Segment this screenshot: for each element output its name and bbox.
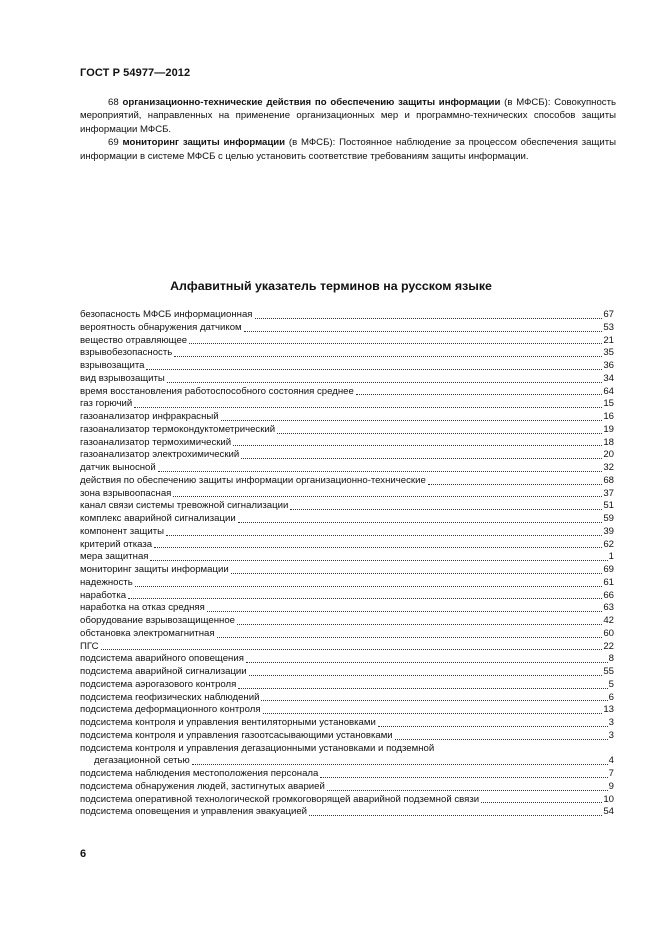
definition-number: 68 — [108, 97, 119, 108]
index-page-ref: 66 — [603, 589, 614, 601]
index-entry — [80, 551, 614, 564]
index-page-ref: 15 — [603, 398, 614, 410]
index-entry — [80, 641, 614, 654]
index-term: подсистема геофизических наблюдений — [80, 691, 260, 703]
index-page-ref: 6 — [608, 691, 614, 703]
dot-leader — [241, 457, 602, 459]
index-page-ref: 8 — [608, 653, 614, 665]
index-entry — [80, 437, 614, 450]
index-entry — [80, 500, 614, 513]
definition-term: мониторинг защиты информации — [122, 137, 286, 149]
index-term: подсистема контроля и управления газоотсасывающими установками — [80, 729, 393, 741]
index-term: наработка — [80, 589, 127, 601]
index-entry — [80, 424, 614, 437]
index-page-ref: 10 — [603, 793, 614, 805]
index-term: вероятность обнаружения датчиком — [80, 321, 242, 333]
index-term: взрывобезопасность — [80, 347, 173, 359]
index-term: канал связи системы тревожной сигнализации — [80, 500, 289, 512]
index-term: газоанализатор электрохимический — [80, 449, 240, 461]
dot-leader — [255, 317, 603, 319]
index-page-ref: 32 — [603, 462, 614, 473]
index-page-ref: 19 — [603, 423, 614, 435]
index-page-ref: 3 — [608, 717, 614, 728]
index-page-ref: 36 — [603, 360, 614, 371]
index-term: компонент защиты — [80, 525, 165, 537]
index-page-ref: 68 — [603, 474, 614, 486]
dot-leader — [192, 763, 608, 765]
index-page-ref: 59 — [603, 513, 614, 524]
index-entry — [80, 653, 614, 666]
index-entry — [80, 475, 614, 488]
index-term: надежность — [80, 576, 133, 588]
dot-leader — [207, 610, 603, 612]
index-entry — [80, 373, 614, 386]
index-entry — [80, 309, 614, 322]
index-term: взрывозащита — [80, 360, 145, 371]
index-entry — [80, 679, 614, 692]
index-entry — [80, 347, 614, 360]
index-page-ref: 21 — [603, 334, 614, 346]
index-term: газ горючий — [80, 398, 133, 410]
dot-leader — [154, 546, 602, 548]
dot-leader — [481, 801, 602, 803]
index-entry — [80, 781, 614, 794]
dot-leader — [238, 521, 603, 523]
index-page-ref: 69 — [603, 564, 614, 575]
index-page-ref: 3 — [608, 729, 614, 741]
dot-leader — [150, 559, 607, 561]
dot-leader — [166, 534, 602, 536]
index-page-ref: 51 — [603, 500, 614, 512]
dot-leader — [135, 585, 603, 587]
index-entry-continuation — [80, 755, 614, 768]
index-page-ref: 63 — [603, 602, 614, 614]
index-term: оборудование взрывозащищенное — [80, 615, 235, 626]
index-term: подсистема оперативной технологической громкоговорящей аварийной подземной связи — [80, 793, 480, 805]
index-page-ref: 35 — [603, 347, 614, 359]
dot-leader — [428, 483, 603, 485]
index-entry — [80, 539, 614, 552]
index-entry — [80, 628, 614, 641]
dot-leader — [246, 661, 608, 663]
index-page-ref: 7 — [608, 768, 614, 779]
index-entry — [80, 717, 614, 730]
term-index-list — [80, 309, 614, 819]
index-entry — [80, 666, 614, 679]
index-entry — [80, 794, 614, 807]
dot-leader — [263, 712, 603, 714]
index-term: подсистема наблюдения местоположения персонала — [80, 768, 319, 779]
definition-number: 69 — [108, 137, 119, 149]
index-entry — [80, 462, 614, 475]
dot-leader — [146, 368, 602, 370]
standard-code-header: ГОСТ Р 54977—2012 — [80, 67, 191, 79]
index-entry — [80, 398, 614, 411]
index-term: подсистема обнаружения людей, застигнутых аварией — [80, 780, 325, 792]
index-title: Алфавитный указатель терминов на русском языке — [170, 279, 492, 293]
index-term: действия по обеспечению защиты информации организационно-технические — [80, 474, 426, 486]
index-page-ref: 64 — [603, 385, 614, 397]
index-page-ref: 39 — [603, 525, 614, 537]
index-entry — [80, 577, 614, 590]
index-term: время восстановления работоспособного состояния среднее — [80, 385, 354, 397]
index-entry — [80, 526, 614, 539]
index-entry — [80, 590, 614, 603]
index-entry — [80, 488, 614, 501]
dot-leader — [128, 597, 602, 599]
index-entry — [80, 692, 614, 705]
dot-leader — [249, 674, 603, 676]
definition-69 — [80, 136, 616, 163]
index-page-ref: 37 — [603, 487, 614, 499]
index-entry — [80, 743, 614, 756]
index-term: подсистема оповещения и управления эвакуацией — [80, 806, 308, 818]
index-entry — [80, 806, 614, 819]
index-page-ref: 1 — [608, 551, 614, 563]
dot-leader — [238, 687, 607, 689]
index-term: подсистема аэрогазового контроля — [80, 678, 237, 690]
index-term: ПГС — [80, 640, 99, 652]
dot-leader — [261, 699, 607, 701]
index-page-ref: 9 — [608, 780, 614, 792]
definitions-block — [80, 96, 616, 163]
dot-leader — [277, 432, 602, 434]
index-term: подсистема аварийного оповещения — [80, 653, 244, 665]
dot-leader — [244, 330, 603, 332]
dot-leader — [167, 381, 602, 383]
index-entry — [80, 513, 614, 526]
index-term: подсистема деформационного контроля — [80, 704, 261, 716]
dot-leader — [309, 814, 602, 816]
index-term: критерий отказа — [80, 538, 153, 550]
index-page-ref: 42 — [603, 615, 614, 626]
dot-leader — [158, 470, 603, 472]
dot-leader — [134, 406, 602, 408]
dot-leader — [356, 393, 603, 395]
index-term: датчик выносной — [80, 462, 156, 473]
dot-leader — [221, 419, 603, 421]
index-term: обстановка электромагнитная — [80, 627, 215, 639]
index-term: вид взрывозащиты — [80, 372, 165, 384]
index-entry — [80, 615, 614, 628]
index-term: безопасность МФСБ информационная — [80, 309, 253, 320]
dot-leader — [231, 572, 603, 574]
index-entry — [80, 360, 614, 373]
index-entry — [80, 704, 614, 717]
index-page-ref: 16 — [603, 411, 614, 422]
dot-leader — [320, 776, 607, 778]
index-page-ref: 20 — [603, 449, 614, 461]
index-term: мониторинг защиты информации — [80, 564, 229, 575]
index-term: зона взрывоопасная — [80, 487, 172, 499]
index-entry — [80, 564, 614, 577]
dot-leader — [174, 355, 602, 357]
index-term: мера защитная — [80, 551, 149, 563]
definition-term: организационно-технические действия по обеспечению защиты информации — [122, 97, 501, 108]
index-page-ref: 5 — [608, 678, 614, 690]
index-page-ref: 61 — [603, 576, 614, 588]
index-entry — [80, 411, 614, 424]
dot-leader — [378, 725, 608, 727]
index-entry — [80, 602, 614, 615]
index-page-ref: 13 — [603, 704, 614, 716]
index-term: подсистема аварийной сигнализации — [80, 666, 247, 677]
index-page-ref: 4 — [608, 755, 614, 767]
index-page-ref: 67 — [603, 309, 614, 320]
index-page-ref: 62 — [603, 538, 614, 550]
dot-leader — [189, 342, 602, 344]
dot-leader — [173, 495, 602, 497]
index-entry — [80, 449, 614, 462]
definition-text: (в МФСБ): Постоянное наблюдение за процессом обеспечения защиты информации в системе МФСБ с целью установить соответствие требованиям защиты информации. — [80, 137, 616, 162]
page-number: 6 — [80, 848, 87, 860]
index-page-ref: 60 — [603, 627, 614, 639]
index-page-ref: 34 — [603, 372, 614, 384]
dot-leader — [327, 789, 608, 791]
index-term: газоанализатор термокондуктометрический — [80, 423, 276, 435]
index-term: подсистема контроля и управления дегазационными установками и подземной — [80, 742, 435, 754]
index-term: газоанализатор термохимический — [80, 436, 232, 448]
dot-leader — [237, 623, 602, 625]
dot-leader — [395, 738, 608, 740]
index-term: газоанализатор инфракрасный — [80, 411, 219, 422]
index-term: комплекс аварийной сигнализации — [80, 513, 236, 524]
dot-leader — [233, 444, 602, 446]
index-page-ref: 22 — [603, 640, 614, 652]
index-term-continuation: дегазационной сетью — [94, 755, 190, 767]
index-page-ref: 54 — [603, 806, 614, 818]
index-term: вещество отравляющее — [80, 334, 188, 346]
definition-68 — [80, 96, 616, 136]
index-entry — [80, 335, 614, 348]
definition-text: (в МФСБ): Совокупность мероприятий, направленных на применение организационных мер и программно-технических способов защиты информации МФСБ. — [80, 97, 616, 135]
index-entry — [80, 322, 614, 335]
index-page-ref: 18 — [603, 436, 614, 448]
index-entry — [80, 730, 614, 743]
index-entry — [80, 768, 614, 781]
dot-leader — [101, 648, 603, 650]
index-page-ref: 55 — [603, 666, 614, 677]
dot-leader — [217, 636, 603, 638]
dot-leader — [290, 508, 602, 510]
index-term: подсистема контроля и управления вентиляторными установками — [80, 717, 376, 728]
index-term: наработка на отказ средняя — [80, 602, 205, 614]
index-entry — [80, 386, 614, 399]
index-page-ref: 53 — [603, 321, 614, 333]
